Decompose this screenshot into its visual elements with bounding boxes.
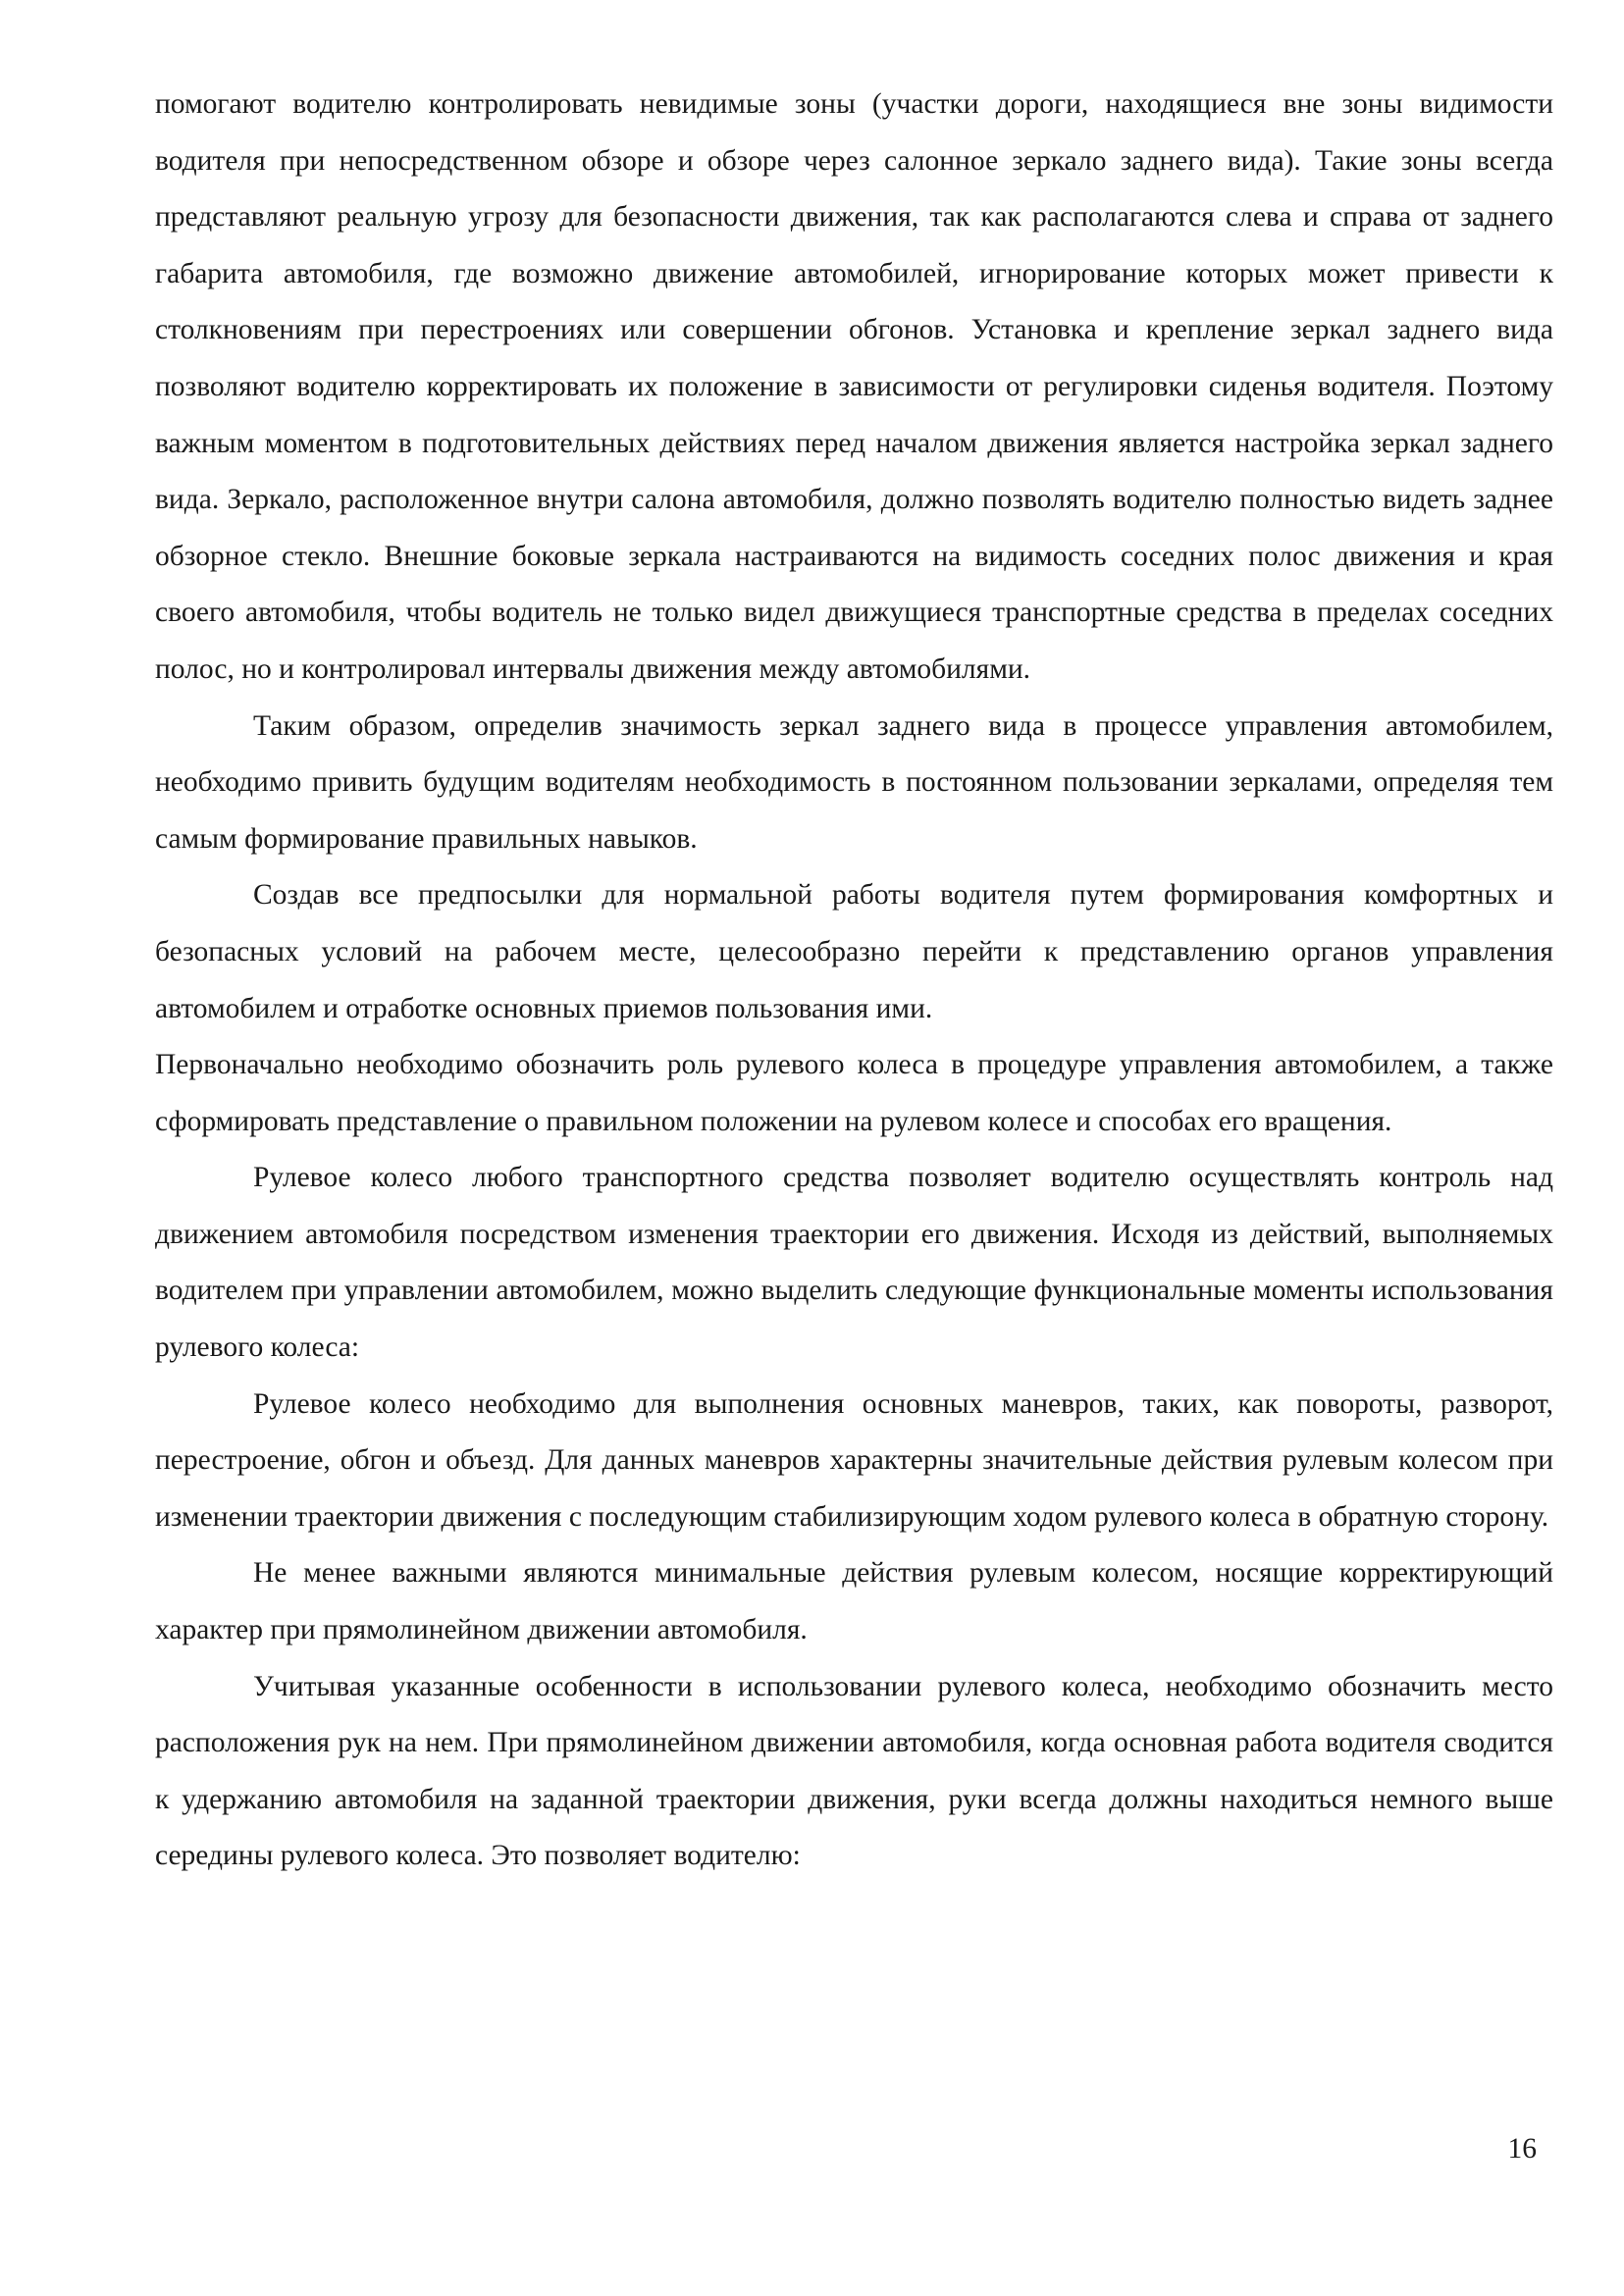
paragraph-steering-role: Первоначально необходимо обозначить роль рулевого колеса в процедуре управления автомобилем, а также сформировать представление о правильном положении на рулевом колесе и способах его вращения. bbox=[155, 1049, 1553, 1137]
paragraph-steering-function: Рулевое колесо любого транспортного средства позволяет водителю осуществлять контроль над движением автомобиля посредством изменения траектории его движения. Исходя из действий, выполняемых водителем при управлении автомобилем, можно выделить следующие функциональные моменты использования рулевого колеса: bbox=[155, 1162, 1553, 1364]
page-number: 16 bbox=[1507, 2133, 1537, 2165]
paragraph-hand-position: Учитывая указанные особенности в использовании рулевого колеса, необходимо обозначить место расположения рук на нем. При прямолинейном движении автомобиля, когда основная работа водителя сводится к удержанию автомобиля на заданной траектории движения, руки всегда должны находиться немного выше середины рулевого колеса. Это позволяет водителю: bbox=[155, 1670, 1553, 1872]
paragraph-steering-maneuvers: Рулевое колесо необходимо для выполнения основных маневров, таких, как повороты, разворот, перестроение, обгон и объезд. Для данных маневров характерны значительные действия рулевым колесом при изменении траектории движения с последующим стабилизирующим ходом рулевого колеса в обратную сторону. bbox=[155, 1387, 1553, 1533]
paragraph-controls-intro: Создав все предпосылки для нормальной работы водителя путем формирования комфортных и безопасных условий на рабочем месте, целесообразно перейти к представлению органов управления автомобилем и отработке основных приемов пользования ими. bbox=[155, 879, 1553, 1024]
paragraph-mirrors-conclusion: Таким образом, определив значимость зеркал заднего вида в процессе управления автомобилем, необходимо привить будущим водителям необходимость в постоянном пользовании зеркалами, определяя тем самым формирование правильных навыков. bbox=[155, 709, 1553, 855]
paragraph-steering-corrections: Не менее важными являются минимальные действия рулевым колесом, носящие корректирующий характер при прямолинейном движении автомобиля. bbox=[155, 1557, 1553, 1646]
paragraph-mirrors-blind-zones: помогают водителю контролировать невидимые зоны (участки дороги, находящиеся вне зоны видимости водителя при непосредственном обзоре и обзоре через салонное зеркало заднего вида). Такие зоны всегда представляют реальную угрозу для безопасности движения, так как располагаются слева и справа от заднего габарита автомобиля, где возможно движение автомобилей, игнорирование которых может привести к столкновениям при перестроениях или совершении обгонов. Установка и крепление зеркал заднего вида позволяют водителю корректировать их положение в зависимости от регулировки сиденья водителя. Поэтому важным моментом в подготовительных действиях перед началом движения является настройка зеркал заднего вида. Зеркало, расположенное внутри салона автомобиля, должно позволять водителю полностью видеть заднее обзорное стекло. Внешние боковые зеркала настраиваются на видимость соседних полос движения и края своего автомобиля, чтобы водитель не только видел движущиеся транспортные средства в пределах соседних полос, но и контролировал интервалы движения между автомобилями. bbox=[155, 88, 1553, 685]
page-body bbox=[155, 77, 1553, 1885]
